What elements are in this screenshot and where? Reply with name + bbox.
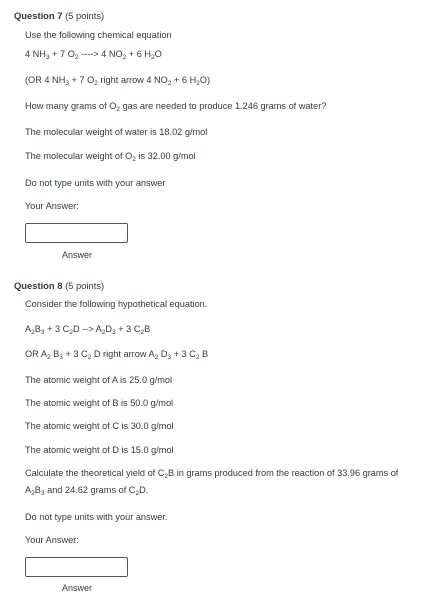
q8-atomic-weight-c: The atomic weight of C is 30.0 g/mol: [25, 421, 174, 431]
question-7-title: [14, 10, 104, 21]
q7-molecular-weight-water: The molecular weight of water is 18.02 g/mol: [25, 127, 208, 137]
q8-your-answer-label: Your Answer:: [25, 535, 79, 545]
q8-atomic-weight-b: The atomic weight of B is 50.0 g/mol: [25, 398, 174, 408]
q8-atomic-weight-a: The atomic weight of A is 25.0 g/mol: [25, 375, 173, 385]
question-8-points: (5 points): [65, 280, 105, 291]
q7-equation-alt: (OR 4 $NH_3 + 7$ $O_2$ right arrow 4 $NO_2 + 6$ $H_2O$): [25, 75, 211, 87]
q7-question-text: How many grams of $O_2$ gas are needed to produce 1.246 grams of water?: [25, 101, 327, 113]
question-8-label: Question 8: [14, 280, 63, 291]
q7-units-instruction: Do not type units with your answer: [25, 178, 166, 188]
question-7-label: Question 7: [14, 10, 63, 21]
q7-your-answer-label: Your Answer:: [25, 201, 79, 211]
q7-equation: 4 $NH_3 + 7$ $O_2$ ----> 4 $NO_2 + 6$ $H_2O$: [25, 49, 162, 61]
q8-units-instruction: Do not type units with your answer.: [25, 512, 168, 522]
q8-equation-alt: OR $A_2$ $B_3 + 3$ $C_2$ D right arrow $A_2$ $D_3 + 3$ $C_2$ B: [25, 349, 209, 361]
question-8-title: [14, 280, 104, 291]
q8-intro: Consider the following hypothetical equation.: [25, 299, 208, 309]
q7-intro: Use the following chemical equation: [25, 30, 172, 40]
q7-answer-input[interactable]: [25, 223, 128, 243]
q8-equation: $A_2B_3 + 3$ $C_2D$ --> $A_2D_3 + 3$ $C_2B$: [25, 324, 151, 336]
question-7-points: (5 points): [65, 10, 105, 21]
q8-atomic-weight-d: The atomic weight of D is 15.0 g/mol: [25, 445, 174, 455]
q8-answer-input[interactable]: [25, 557, 128, 577]
q8-calculate-text: Calculate the theoretical yield of $C_2B$ in grams produced from the reaction of 33.96 grams of $A_2B_3$ and 24.62 grams of $C_2D$.: [25, 468, 399, 497]
q8-answer-caption: Answer: [62, 583, 93, 593]
q7-molecular-weight-o2: The molecular weight of $O_2$ is 32.00 g/mol: [25, 151, 196, 163]
q7-answer-caption: Answer: [62, 250, 93, 260]
